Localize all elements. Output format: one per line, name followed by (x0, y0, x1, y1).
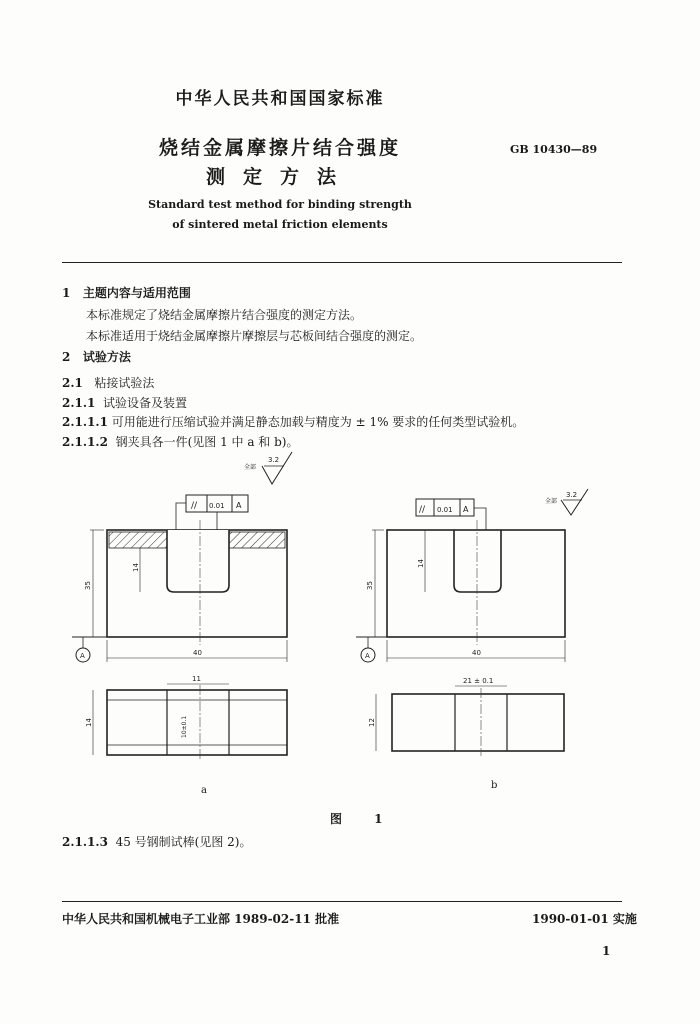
section-2-1-heading: 2.1 粘接试验法 (62, 376, 155, 390)
section-2-heading: 2 试验方法 (62, 350, 131, 364)
figure-b-roughness-value: 3.2 (566, 491, 578, 499)
figure-b-datum: A (463, 505, 469, 514)
title-line-1: 烧结金属摩擦片结合强度 (158, 137, 401, 159)
standard-org: 中华人民共和国国家标准 (175, 89, 385, 109)
figure-a-roughness-value: 3.2 (268, 456, 280, 464)
figure-b-dim-slot-width: 21 ± 0.1 (463, 677, 494, 685)
figure-a-label: a (201, 785, 207, 796)
figure-b-roughness-prefix: 全部 (545, 498, 558, 505)
section-2-1-1-1: 2.1.1.1 可用能进行压缩试验并满足静态加载与精度为 ± 1% 要求的任何类型试验机。 (62, 415, 525, 429)
figure-b-tolerance-symbol: // (419, 505, 426, 515)
figure-a-datum: A (236, 501, 242, 510)
figure-b-roughness (545, 489, 588, 515)
figure-a-tolerance-symbol: // (191, 501, 198, 511)
figure-a-tolerance-value: 0.01 (209, 502, 225, 510)
section-2-1-1-3: 2.1.1.3 45 号钢制试棒(见图 2)。 (62, 835, 252, 849)
figure-a-plan-view (85, 675, 287, 760)
figure-a-front-view (72, 520, 287, 662)
page-number: 1 (602, 944, 611, 958)
figure-a-dim-slot-depth: 14 (132, 563, 140, 572)
figure-b-tolerance-value: 0.01 (437, 506, 453, 514)
figure-a-dim-bottom-height: 14 (85, 718, 93, 727)
figure-b-dim-bottom-height: 12 (368, 718, 376, 727)
section-2-1-1-heading: 2.1.1 试验设备及装置 (62, 396, 188, 410)
section-2-1-1-2: 2.1.1.2 钢夹具各一件(见图 1 中 a 和 b)。 (62, 435, 299, 449)
title-line-2: 测定方法 (205, 166, 354, 188)
figure-b-plan-view (368, 677, 564, 756)
standard-code: GB 10430—89 (510, 143, 598, 156)
footer-approval: 中华人民共和国机械电子工业部 1989-02-11 批准 (62, 912, 340, 926)
figure-b-datum-marker: A (365, 652, 370, 660)
title-en-line-2: of sintered metal friction elements (172, 218, 388, 231)
figure-a-dim-slot-width: 11 (192, 675, 201, 683)
figure-a-dim-width: 40 (193, 649, 202, 657)
title-en-line-1: Standard test method for binding strength (148, 198, 412, 211)
figure-a-roughness (244, 452, 292, 484)
footer-rule (62, 901, 622, 902)
figure-b-front-view (356, 520, 565, 662)
figure-a-dim-inner: 10±0.1 (181, 715, 188, 738)
figure-b-tolerance-frame (416, 499, 486, 530)
section-1-paragraph-2: 本标准适用于烧结金属摩擦片摩擦层与芯板间结合强度的测定。 (86, 329, 423, 343)
figure-a-datum-marker: A (80, 652, 85, 660)
figure-b-dim-width: 40 (472, 649, 481, 657)
figure-b-dim-height: 35 (366, 581, 374, 590)
figure-b-dim-slot-depth: 14 (417, 559, 425, 568)
section-1-heading: 1 主题内容与适用范围 (62, 286, 191, 300)
figure-caption: 图 1 (330, 812, 397, 826)
figure-a-dim-height: 35 (84, 581, 92, 590)
figure-b-label: b (491, 780, 498, 791)
footer-effective-date: 1990-01-01 实施 (532, 912, 637, 926)
section-1-paragraph-1: 本标准规定了烧结金属摩擦片结合强度的测定方法。 (86, 308, 363, 322)
figure-a-roughness-prefix: 全部 (244, 464, 257, 471)
